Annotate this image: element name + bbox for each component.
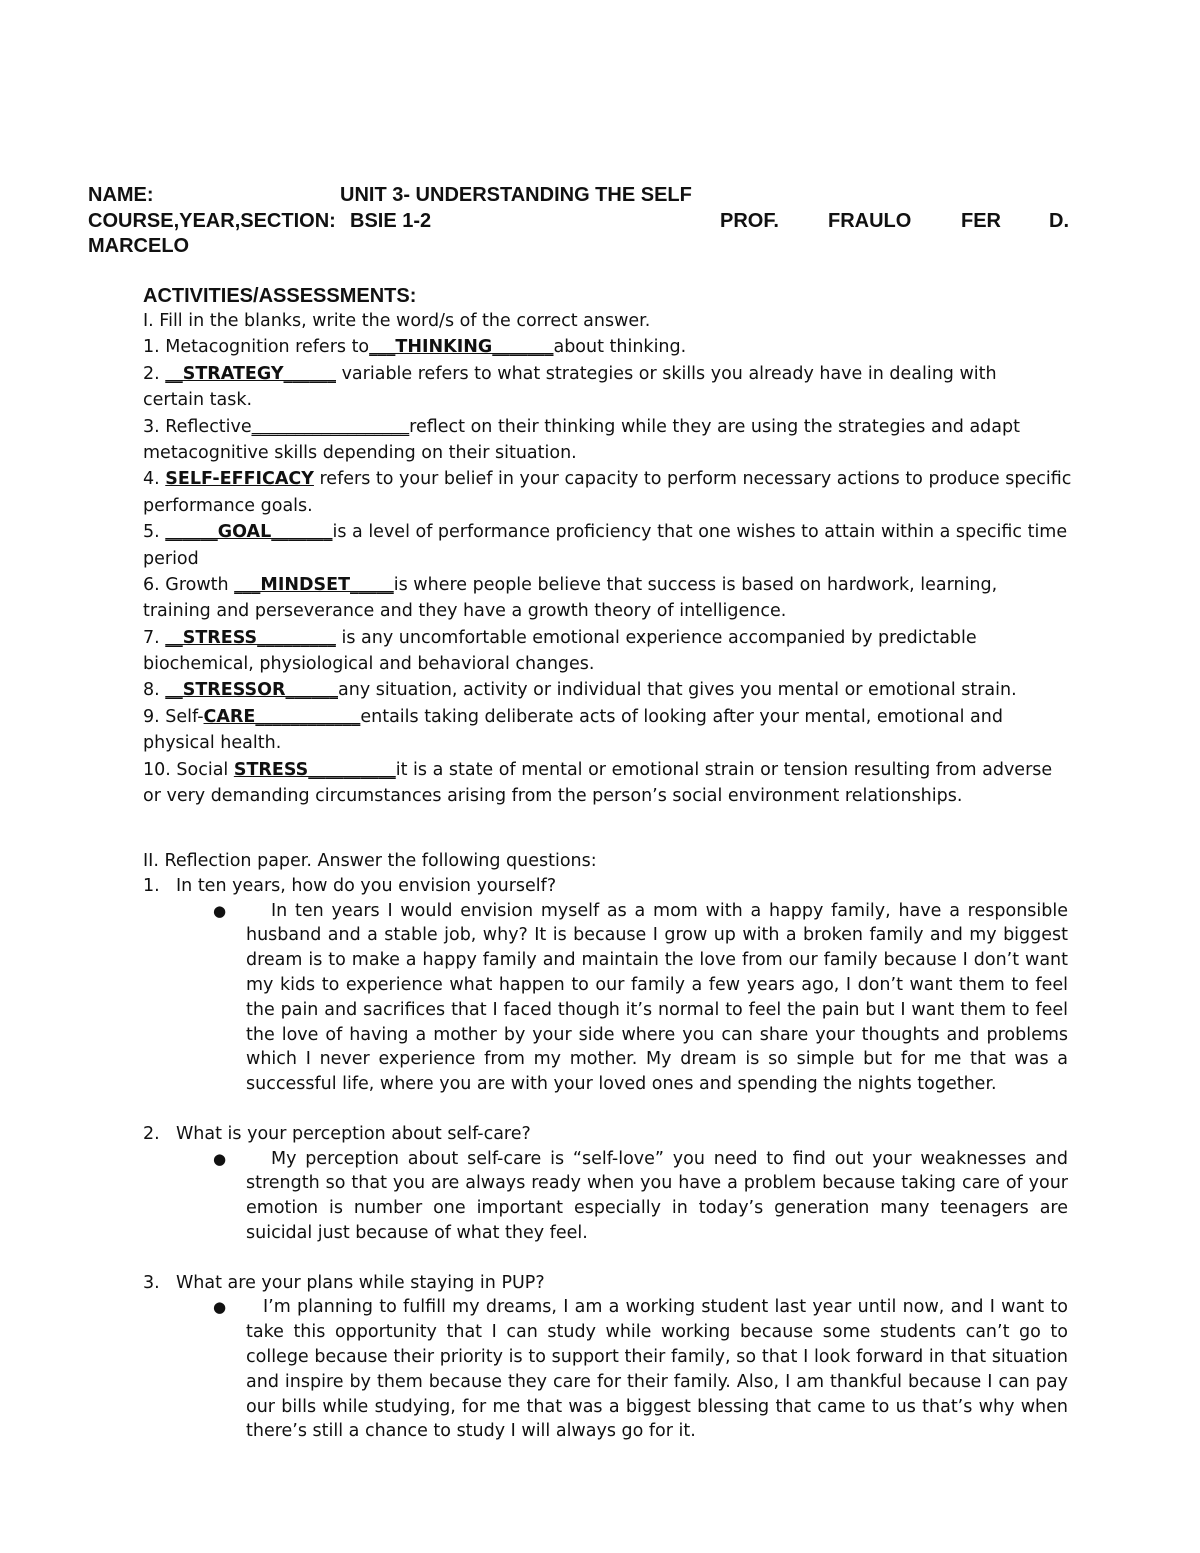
item-text: entails taking deliberate acts of looking after your mental, emotional and xyxy=(360,706,1003,727)
item-text: 5. xyxy=(143,522,166,543)
question-line xyxy=(143,1122,1073,1147)
item-answer: ______GOAL_______ xyxy=(165,522,333,543)
prof-first-name: FRAULO xyxy=(828,210,912,232)
list-item xyxy=(143,757,1063,810)
item-continuation: biochemical, physiological and behavioral changes. xyxy=(143,654,595,675)
list-item xyxy=(143,519,1068,572)
question-line xyxy=(143,1271,1073,1296)
item-text: about thinking. xyxy=(553,337,687,358)
item-text: is where people believe that success is based on hardwork, learning, xyxy=(393,574,998,595)
item-answer: ___THINKING_______ xyxy=(369,337,554,358)
course-label: COURSE,YEAR,SECTION: xyxy=(88,210,336,232)
item-continuation: metacognitive skills depending on their situation. xyxy=(143,442,577,463)
item-answer: SELF-EFFICACY xyxy=(165,469,314,490)
prof-initial: D. xyxy=(1049,210,1069,232)
prof-surname: MARCELO xyxy=(88,235,190,257)
item-text: reflect on their thinking while they are using the strategies and adapt xyxy=(409,416,1020,437)
course-value: BSIE 1-2 xyxy=(350,210,432,232)
list-item xyxy=(143,466,1072,519)
answer-text: In ten years I would envision myself as a mom with a happy family, have a responsible husband and a stable job, why? It is because I grow up with a broken family and my biggest dream is to make a happy family and maintain the love from our family because I don’t want my kids to experience what happen to our family a few years ago, I don’t want them to feel the pain and sacrifices that I faced though it’s normal to feel the pain but I want them to feel the love of having a mother by your side where you can share your thoughts and problems which I never experience from my mother. My dream is so simple but for me that was a successful life, where you are with your loved ones and spending the nights together. xyxy=(246,900,1068,1095)
item-answer: __STRESS_________ xyxy=(165,627,336,648)
bullet-icon: ● xyxy=(213,1149,227,1168)
item-text: 8. xyxy=(143,680,166,701)
item-answer: __________________ xyxy=(251,416,410,437)
item-text: is any uncomfortable emotional experience accompanied by predictable xyxy=(335,627,977,648)
instruction-line: I. Fill in the blanks, write the word/s of the correct answer. xyxy=(143,311,651,331)
question-number: 1. xyxy=(143,875,160,896)
item-text: variable refers to what strategies or skills you already have in dealing with xyxy=(336,363,997,384)
item-text: 2. xyxy=(143,363,166,384)
item-continuation: certain task. xyxy=(143,390,253,411)
answer-paragraph xyxy=(213,1295,1068,1444)
item-continuation: or very demanding circumstances arising from the person’s social environment relationships. xyxy=(143,786,963,807)
list-item xyxy=(143,704,1063,757)
item-answer: __STRESSOR______ xyxy=(165,680,339,701)
bullet-icon: ● xyxy=(213,901,227,920)
item-answer: STRESS__________ xyxy=(233,759,396,780)
question-number: 2. xyxy=(143,1123,160,1144)
item-answer: CARE____________ xyxy=(203,706,361,727)
fill-in-section xyxy=(143,308,1072,809)
name-label: NAME: xyxy=(88,184,154,206)
item-continuation: training and perseverance and they have a growth theory of intelligence. xyxy=(143,601,787,622)
question-text: What are your plans while staying in PUP? xyxy=(176,1272,545,1293)
item-text: is a level of performance proficiency that one wishes to attain within a specific time xyxy=(332,522,1068,543)
bullet-icon: ● xyxy=(213,1298,227,1317)
prof-middle-name: FER xyxy=(961,210,1001,232)
question-text: In ten years, how do you envision yourself? xyxy=(176,875,557,896)
item-text: any situation, activity or individual that gives you mental or emotional strain. xyxy=(338,680,1017,701)
item-answer: __STRATEGY______ xyxy=(165,363,337,384)
list-item xyxy=(143,414,1063,467)
item-text: 4. xyxy=(143,469,166,490)
question-number: 3. xyxy=(143,1272,160,1293)
item-text: 3. Reflective xyxy=(143,416,252,437)
item-text: 6. Growth xyxy=(143,574,235,595)
answer-paragraph xyxy=(213,899,1068,1097)
prof-title: PROF. xyxy=(720,210,779,232)
list-item xyxy=(143,677,1063,703)
item-text: 9. Self- xyxy=(143,706,204,727)
list-item xyxy=(143,334,1063,360)
list-item xyxy=(143,572,1063,625)
unit-title: UNIT 3- UNDERSTANDING THE SELF xyxy=(340,184,692,206)
item-text: it is a state of mental or emotional strain or tension resulting from adverse xyxy=(395,759,1053,780)
list-item xyxy=(143,625,1063,678)
item-continuation: period xyxy=(143,548,199,569)
item-text: 7. xyxy=(143,627,166,648)
item-continuation: performance goals. xyxy=(143,495,313,516)
answer-text: My perception about self-care is “self-love” you need to find out your weaknesses and strength so that you are always ready when you have a problem because taking care of your emotion is number one important especially in today’s generation many teenagers are suicidal just because of what they feel. xyxy=(246,1148,1068,1243)
item-text: 10. Social xyxy=(143,759,234,780)
answer-paragraph xyxy=(213,1147,1068,1246)
reflection-section xyxy=(143,849,1073,1444)
item-answer: ___MINDSET_____ xyxy=(234,574,394,595)
list-item xyxy=(143,361,1063,414)
reflection-heading: II. Reflection paper. Answer the following questions: xyxy=(143,851,597,871)
item-text: refers to your belief in your capacity to perform necessary actions to produce specific xyxy=(313,469,1072,490)
activities-heading: ACTIVITIES/ASSESSMENTS: xyxy=(143,285,417,307)
item-continuation: physical health. xyxy=(143,733,282,754)
question-line xyxy=(143,874,1073,899)
question-text: What is your perception about self-care? xyxy=(176,1123,531,1144)
item-text: 1. Metacognition refers to xyxy=(143,337,370,358)
answer-text: I’m planning to fulfill my dreams, I am a working student last year until now, and I want to take this opportunity that I can study while working because some students can’t go to college because their priority is to support their family, so that I look forward in that situation and inspire by them because they care for their family. Also, I am thankful because I can pay our bills while studying, for me that was a biggest blessing that came to us that’s why when there’s still a chance to study I will always go for it. xyxy=(246,1297,1068,1442)
